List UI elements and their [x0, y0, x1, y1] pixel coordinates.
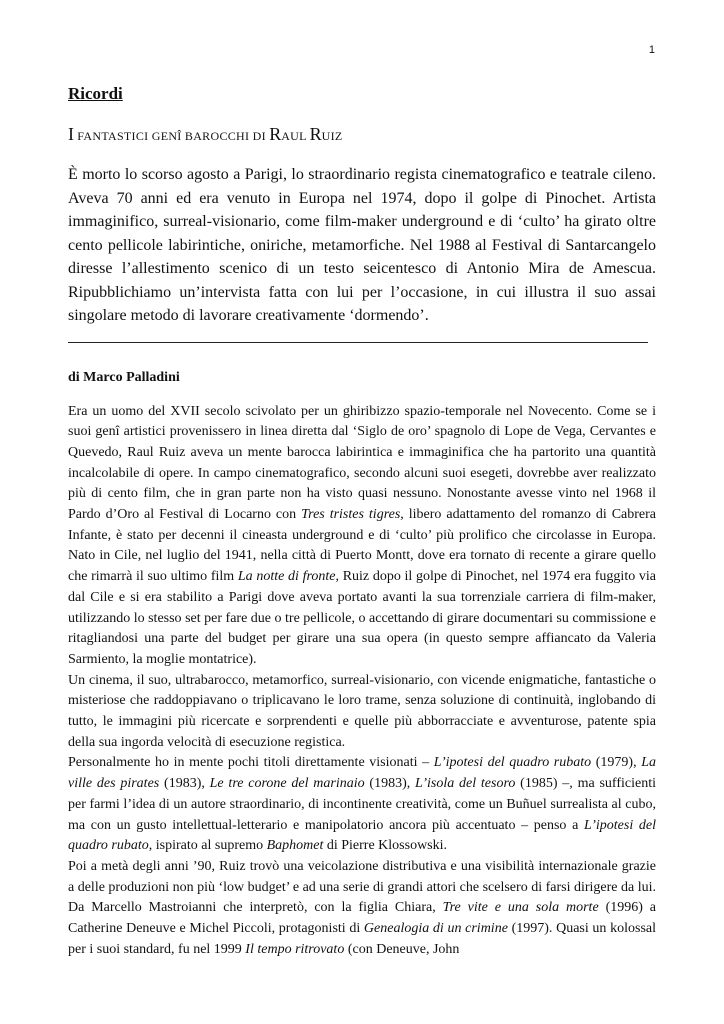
text-run: (1979),: [591, 755, 642, 771]
text-run: (1996) a Catherine Deneuve e Michel Piccoli, protagonisti di: [68, 900, 657, 937]
work-title: Tres tristes tigres: [301, 507, 401, 523]
work-title: Baphomet: [266, 838, 324, 854]
text-run: , Ruiz dopo il golpe di Pinochet, nel 1974 era fuggito via dal Cile e si era stabilito a Parigi dove aveva portato avanti la sua torrenziale carriera di film-maker, utilizzando lo stesso set per fare due o tre pellicole, o accettando di girare documentari su commissione e ritagliandosi una parte del budget per girare una sua opera (in questo sempre affiancato da Valeria Sarmiento, la moglie montatrice).: [68, 569, 656, 667]
title-part: R: [309, 124, 322, 144]
document-body: [68, 84, 656, 960]
work-title: Le tre corone del marinaio: [209, 776, 365, 792]
article-title: [68, 124, 656, 145]
text-run: , libero adattamento del romanzo di Cabrera Infante, è stato per decenni il cineasta underground e di ‘culto’ più prolifico che circolasse in Europa. Nato in Cile, nel luglio del 1941, nella città di Puerto Montt, dove era tornato di recente a girare quello che rimarrà il suo ultimo film: [68, 507, 657, 585]
separator-line: [68, 342, 648, 343]
work-title: La ville des pirates: [68, 755, 656, 792]
work-title: La notte di fronte: [237, 569, 336, 585]
text-run: (1997). Quasi un kolossal per i suoi standard, fu nel 1999: [68, 921, 656, 957]
article-paragraph: [68, 857, 656, 961]
article-paragraph: [68, 671, 656, 754]
text-run: Personalmente ho in mente pochi titoli direttamente visionati –: [68, 755, 434, 771]
article-paragraph: [68, 402, 656, 671]
work-title: Il tempo ritrovato: [245, 941, 345, 957]
text-run: (1983),: [364, 776, 416, 792]
work-title: L’ipotesi del quadro rubato: [433, 755, 592, 771]
article-text: [68, 402, 656, 961]
work-title: Tre vite e una sola morte: [442, 900, 599, 916]
article-paragraph: [68, 753, 656, 857]
text-run: Un cinema, il suo, ultrabarocco, metamorfico, surreal-visionario, con vicende enigmatiche, fantastiche o misteriose che raddoppiavano o triplicavano le loro trame, senza soluzione di continuità, inglobando di tutto, le immagini più ricercate e sorprendenti e quelle più abborracciate e avventurose, patente spia della sua ingorda velocità di esecuzione registica.: [68, 672, 656, 750]
page-number: 1: [648, 44, 655, 56]
work-title: L’ipotesi del quadro rubato: [68, 817, 656, 854]
text-run: Era un uomo del XVII secolo scivolato per un ghiribizzo spazio-temporale nel Novecento. Come se i suoi genî artistici provenissero in linea diretta dal ‘Siglo de oro’ spagnolo di Lope de Vega, Cervantes e Quevedo, Raul Ruiz aveva un mente barocca labirintica e immaginifica che ha partorito una quantità incalcolabile di opere. In campo cinematografico, secondo alcuni suoi esegeti, dovrebbe aver realizzato più di cento film, che in gran parte non ha visto quasi nessuno. Nonostante avesse vinto nel 1968 il Pardo d’Oro al Festival di Locarno con: [68, 403, 656, 523]
section-label: Ricordi: [68, 84, 123, 103]
title-part: I: [68, 124, 74, 144]
title-part: UIZ: [321, 129, 343, 143]
text-run: (con Deneuve, John: [344, 941, 460, 957]
title-part: AUL: [281, 129, 310, 143]
work-title: Genealogia di un crimine: [363, 921, 508, 937]
text-run: di Pierre Klossowski.: [323, 838, 448, 854]
text-run: (1985) –, ma sufficienti per farmi l’idea di un autore straordinario, di incontinente creatività, come un Buñuel surrealista al cubo, ma con un gusto intellettual-letterario e manipolatorio ancora più accentuato – penso a: [68, 776, 656, 833]
intro-paragraph: È morto lo scorso agosto a Parigi, lo straordinario regista cinematografico e teatrale cileno. Aveva 70 anni ed era venuto in Europa nel 1974, dopo il golpe di Pinochet. Artista immaginifico, surreal-visionario, come film-maker underground e di ‘culto’ ha girato oltre cento pellicole labirintiche, oniriche, metamorfiche. Nel 1988 al Festival di Santarcangelo diresse l’allestimento scenico di un testo seicentesco di Antonio Mira de Amescua. Ripubblichiamo un’intervista fatta con lui per l’occasione, in cui illustra il suo assai singolare metodo di lavorare creativamente ‘dormendo’.: [68, 166, 656, 324]
work-title: L’isola del tesoro: [415, 776, 516, 792]
text-run: Poi a metà degli anni ’90, Ruiz trovò una veicolazione distributiva e una visibilità internazionale grazie a delle produzioni non più ‘low budget’ e ad una serie di grandi attori che scelsero di farsi dirigere da lui. Da Marcello Mastroianni che interpretò, con la figlia Chiara,: [68, 858, 656, 916]
text-run: (1983),: [159, 776, 210, 792]
byline: di Marco Palladini: [68, 369, 180, 385]
text-run: , ispirato al supremo: [148, 838, 267, 854]
title-part: FANTASTICI GENÎ BAROCCHI DI: [74, 129, 270, 143]
title-part: R: [269, 124, 282, 144]
